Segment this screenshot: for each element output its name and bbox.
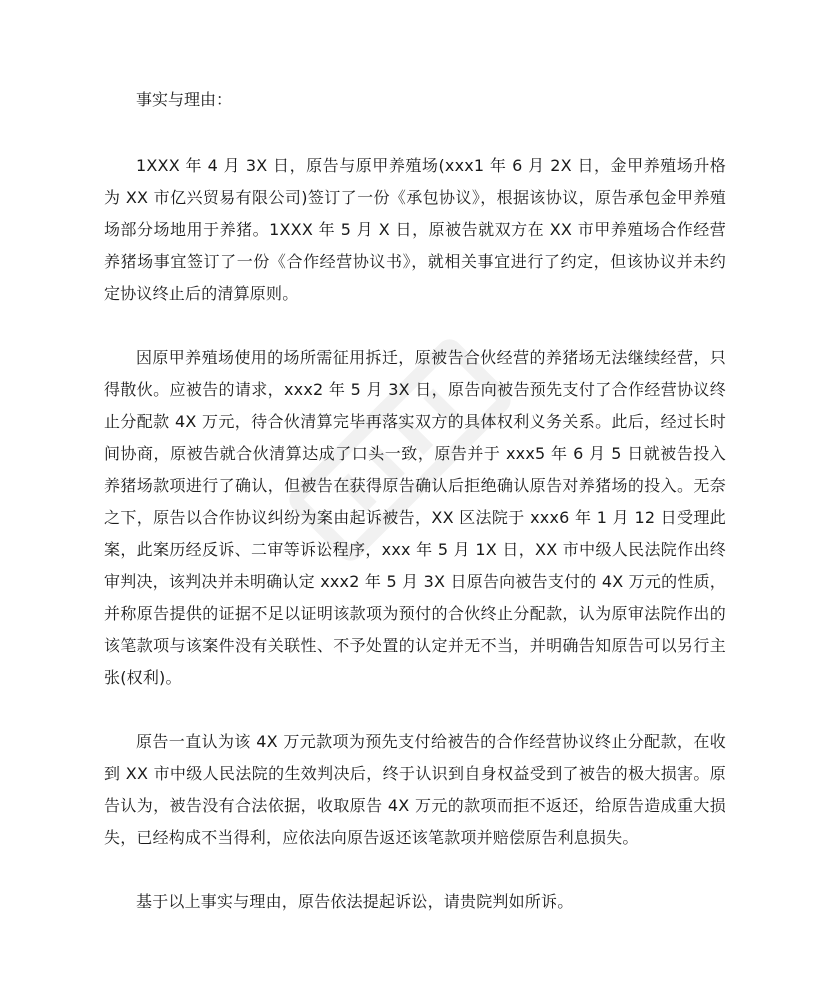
- paragraph-dispute-history: 因原甲养殖场使用的场所需征用拆迁，原被告合伙经营的养猪场无法继续经营，只得散伙。应被告的请求，xxx2 年 5 月 3X 日，原告向被告预先支付了合作经营协议终止分配款 4X 万元，待合伙清算完毕再落实双方的具体权利义务关系。此后，经过长时间协商，原被告就合伙清算达成了口头一致，原告并于 xxx5 年 6 月 5 日就被告投入养猪场款项进行了确认，但被告在获得原告确认后拒绝确认原告对养猪场的投入。无奈之下，原告以合作协议纠纷为案由起诉被告，XX 区法院于 xxx6 年 1 月 12 日受理此案，此案历经反诉、二审等诉讼程序，xxx 年 5 月 1X 日，XX 市中级人民法院作出终审判决，该判决并未明确认定 xxx2 年 5 月 3X 日原告向被告支付的 4X 万元的性质，并称原告提供的证据不足以证明该款项为预付的合伙终止分配款，认为原审法院作出的该笔款项与该案件没有关联性、不予处置的认定并无不当，并明确告知原告可以另行主张(权利)。: [104, 348, 726, 687]
- paragraph-contract-history: 1XXX 年 4 月 3X 日，原告与原甲养殖场(xxx1 年 6 月 2X 日，金甲养殖场升格为 XX 市亿兴贸易有限公司)签订了一份《承包协议》，根据该协议，原告承包金甲养殖场部分场地用于养猪。1XXX 年 5 月 X 日，原被告就双方在 XX 市甲养殖场合作经营养猪场事宜签订了一份《合作经营协议书》，就相关事宜进行了约定，但该协议并未约定协议终止后的清算原则。: [104, 156, 726, 303]
- paragraph-unjust-enrichment: 原告一直认为该 4X 万元款项为预先支付给被告的合作经营协议终止分配款，在收到 XX 市中级人民法院的生效判决后，终于认识到自身权益受到了被告的极大损害。原告认为，被告没有合法依据，收取原告 4X 万元的款项而拒不返还，给原告造成重大损失，已经构成不当得利，应依法向原告返还该笔款项并赔偿原告利息损失。: [104, 732, 726, 847]
- section-heading: 事实与理由：: [136, 90, 233, 109]
- paragraph-conclusion: 基于以上事实与理由，原告依法提起诉讼，请贵院判如所诉。: [136, 892, 574, 911]
- document-page: [104, 84, 726, 950]
